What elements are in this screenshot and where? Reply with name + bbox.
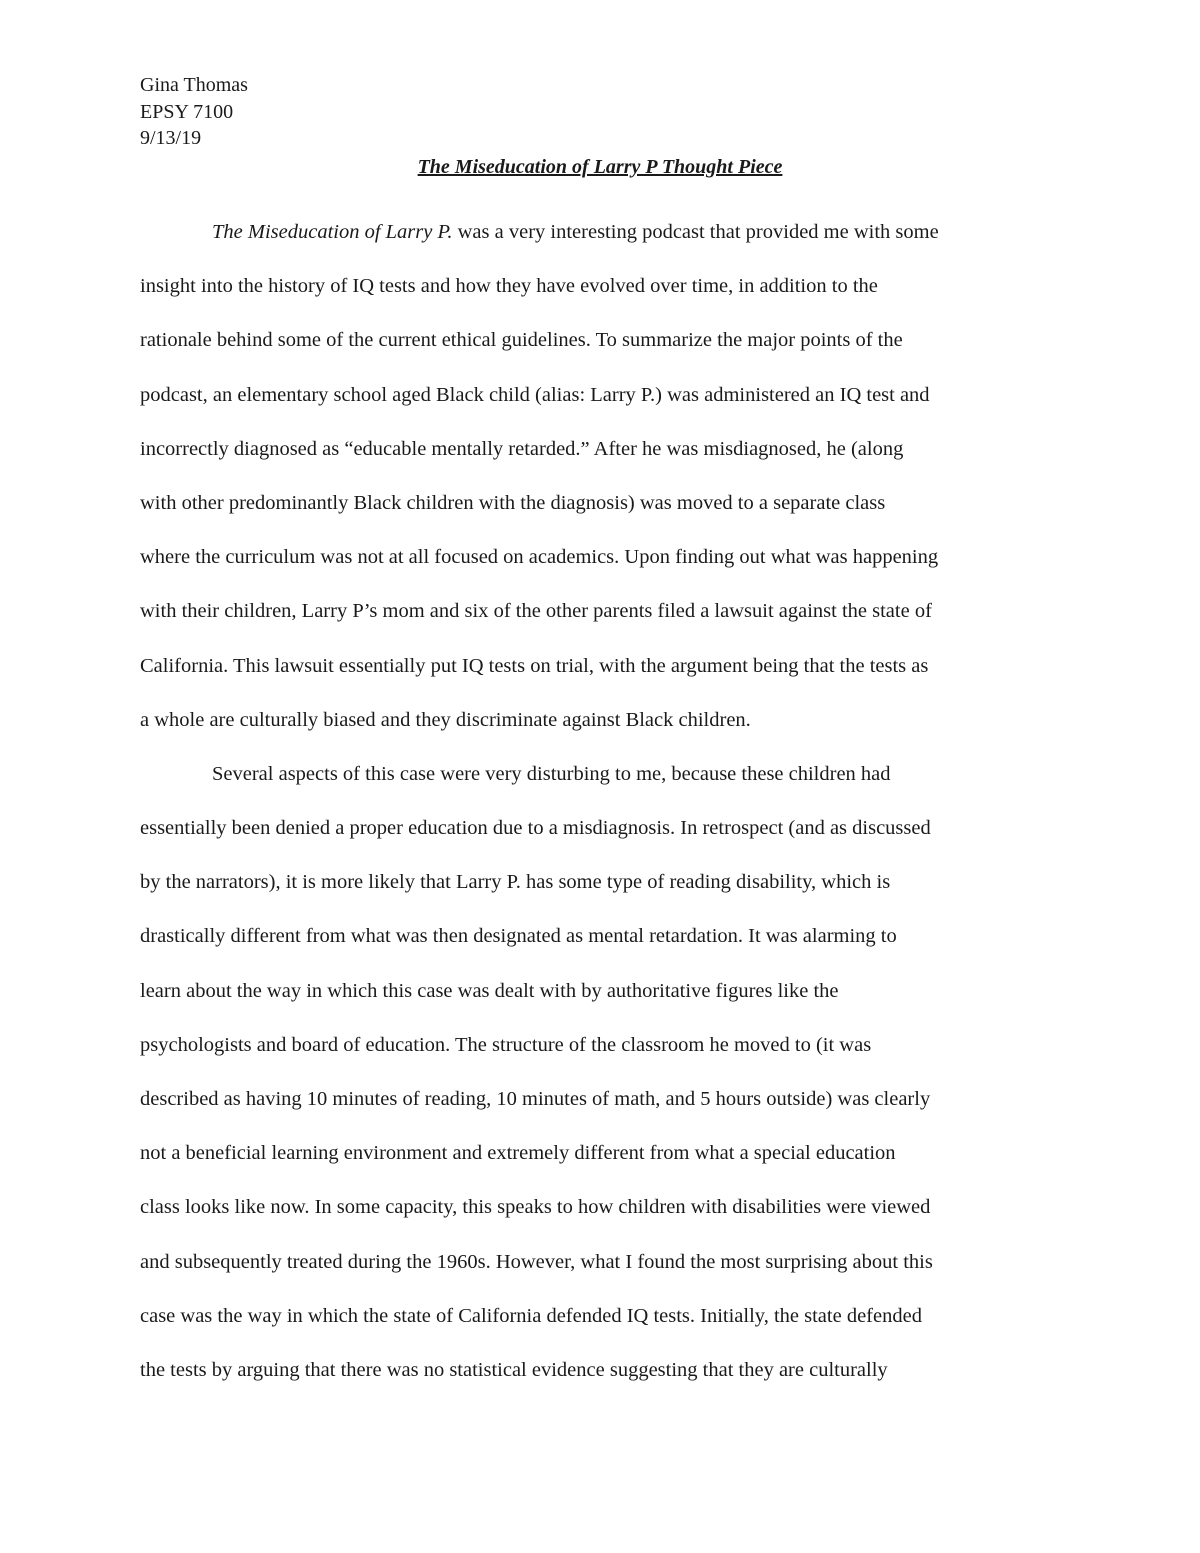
paragraph-1-line: with other predominantly Black children with the diagnosis) was moved to a separate class: [140, 491, 886, 514]
paragraph-2-line: essentially been denied a proper education due to a misdiagnosis. In retrospect (and as discussed: [140, 817, 931, 840]
paragraph-2-line: the tests by arguing that there was no statistical evidence suggesting that they are culturally: [140, 1358, 888, 1381]
document-date: 9/13/19: [140, 127, 202, 149]
header-block: [140, 72, 248, 152]
paragraph-1-line: insight into the history of IQ tests and how they have evolved over time, in addition to the: [140, 275, 878, 298]
paragraph-1-line: California. This lawsuit essentially put IQ tests on trial, with the argument being that the tests as: [140, 654, 929, 677]
paragraph-2-line: case was the way in which the state of California defended IQ tests. Initially, the state defended: [140, 1304, 922, 1327]
course-code: EPSY 7100: [140, 100, 234, 123]
paragraph-1-line: [140, 205, 1080, 259]
paragraph-2-line: Several aspects of this case were very disturbing to me, because these children had: [212, 762, 891, 785]
paragraph-1-line: incorrectly diagnosed as “educable mentally retarded.” After he was misdiagnosed, he (along: [140, 437, 904, 460]
document-body: [140, 205, 1080, 1397]
paragraph-2-line: learn about the way in which this case was dealt with by authoritative figures like the: [140, 979, 839, 1002]
paragraph-2-line: drastically different from what was then designated as mental retardation. It was alarming to: [140, 925, 897, 948]
paragraph-1-line: where the curriculum was not at all focused on academics. Upon finding out what was happening: [140, 546, 939, 569]
paragraph-1-line: rationale behind some of the current ethical guidelines. To summarize the major points of the: [140, 329, 903, 352]
paragraph-1-line: a whole are culturally biased and they discriminate against Black children.: [140, 708, 751, 731]
paragraph-2-line: class looks like now. In some capacity, this speaks to how children with disabilities were viewed: [140, 1196, 931, 1219]
paragraph-1-line: podcast, an elementary school aged Black child (alias: Larry P.) was administered an IQ test and: [140, 383, 930, 406]
paragraph-2-line: psychologists and board of education. The structure of the classroom he moved to (it was: [140, 1033, 872, 1056]
paragraph-1-line-text: was a very interesting podcast that provided me with some: [452, 221, 939, 243]
document-title: The Miseducation of Larry P Thought Piece: [417, 156, 783, 178]
paragraph-1-line: with their children, Larry P’s mom and six of the other parents filed a lawsuit against the state of: [140, 600, 932, 623]
paragraph-2-line: by the narrators), it is more likely that Larry P. has some type of reading disability, which is: [140, 871, 891, 894]
paragraph-2-line: described as having 10 minutes of reading, 10 minutes of math, and 5 hours outside) was clearly: [140, 1088, 931, 1110]
podcast-title-italic: The Miseducation of Larry P.: [212, 221, 453, 243]
paragraph-2-line: and subsequently treated during the 1960s. However, what I found the most surprising about this: [140, 1250, 933, 1273]
author-name: Gina Thomas: [140, 74, 248, 96]
paragraph-2-line: not a beneficial learning environment and extremely different from what a special education: [140, 1142, 896, 1165]
